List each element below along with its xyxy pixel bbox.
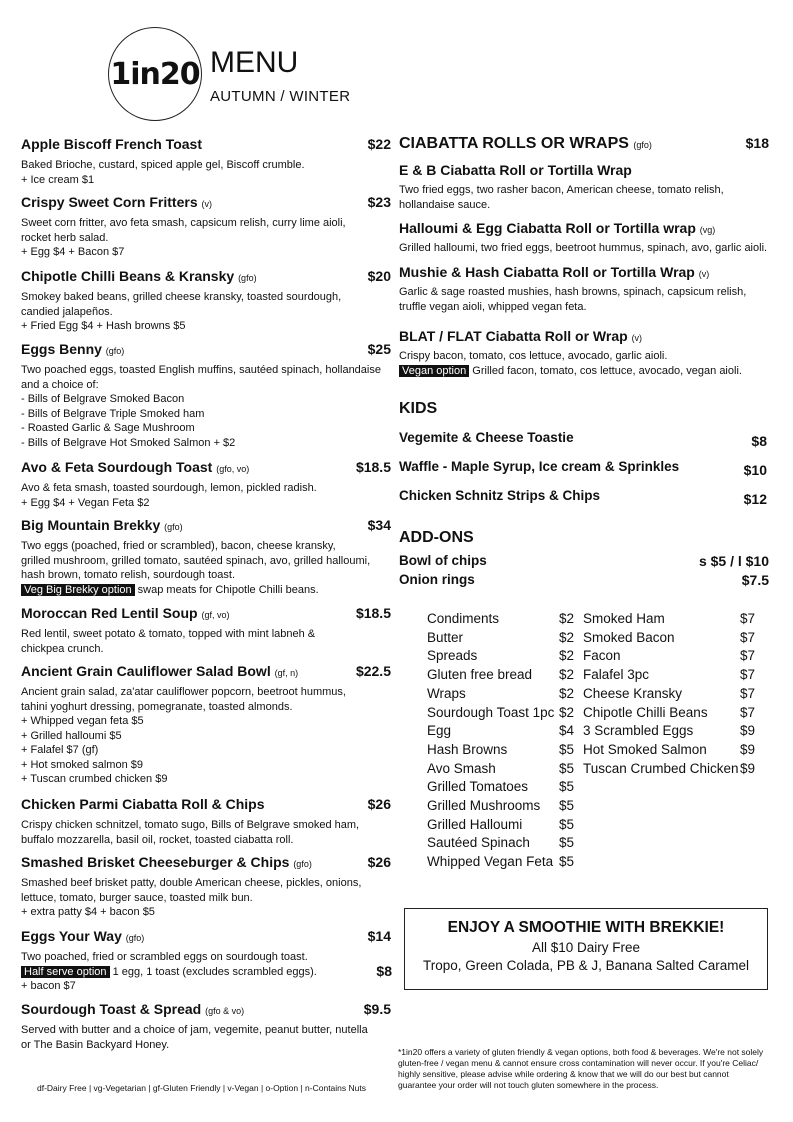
description-line: or The Basin Backyard Honey. bbox=[21, 1038, 170, 1051]
addon-name: Sautéed Spinach bbox=[427, 835, 530, 851]
item-title-text: Ancient Grain Cauliflower Salad Bowl bbox=[21, 663, 271, 679]
description-line: Two poached, fried or scrambled eggs on sourdough toast. bbox=[21, 951, 308, 963]
description-line: and a choice of: bbox=[21, 378, 99, 391]
addon-name: Condiments bbox=[427, 611, 500, 626]
description-line: + Egg $4 + Vegan Feta $2 bbox=[21, 496, 150, 509]
addon-row bbox=[583, 610, 755, 629]
item-title-text: Big Mountain Brekky bbox=[21, 517, 161, 533]
addon-price: $5 bbox=[559, 760, 575, 776]
item-description bbox=[21, 481, 386, 510]
item-price: $26 bbox=[367, 854, 391, 870]
addon-price: $5 bbox=[559, 854, 575, 870]
kids-item-title: Waffle - Maple Syrup, Ice cream & Sprinkles bbox=[399, 459, 680, 474]
addon-column bbox=[427, 610, 574, 872]
bowl-of-chips-price: s $5 / l $10 bbox=[698, 553, 769, 569]
item-description bbox=[21, 627, 386, 656]
addon-name: Cheese Kransky bbox=[583, 685, 683, 701]
kids-item-price: $10 bbox=[743, 462, 767, 478]
logo-text: 1in20 bbox=[110, 56, 200, 92]
item-diet-tag: (gfo) bbox=[238, 273, 257, 283]
wrap-title-text: E & B Ciabatta Roll or Tortilla Wrap bbox=[399, 162, 632, 178]
item-title-text: Sourdough Toast & Spread bbox=[21, 1001, 202, 1017]
item-diet-tag: (gfo, vo) bbox=[216, 464, 250, 474]
item-price: $18.5 bbox=[355, 459, 391, 475]
option-text: Grilled facon, tomato, cos lettuce, avocado, vegan aioli. bbox=[469, 364, 742, 377]
description-line: Grilled halloumi, two fried eggs, beetroot hummus, spinach, avo, garlic aioli. bbox=[399, 242, 768, 254]
item-price: $22.5 bbox=[355, 663, 391, 679]
addon-row bbox=[427, 704, 574, 723]
addon-price: $9 bbox=[740, 741, 756, 757]
description-line: + Ice cream $1 bbox=[21, 173, 95, 186]
description-line: hash brown, tomato relish, sourdough toast. bbox=[21, 569, 236, 581]
addon-price: $7 bbox=[740, 685, 756, 701]
description-line: hollandaise sauce. bbox=[399, 198, 491, 211]
addon-name: Facon bbox=[583, 648, 621, 664]
item-diet-tag: (gfo) bbox=[164, 522, 183, 532]
item-title bbox=[21, 663, 298, 679]
description-line: + bacon $7 bbox=[21, 980, 76, 992]
description-line: Crispy bacon, tomato, cos lettuce, avocado, garlic aioli. bbox=[399, 350, 668, 362]
addon-name: Avo Smash bbox=[427, 760, 496, 776]
description-line: + Tuscan crumbed chicken $9 bbox=[21, 773, 168, 785]
description-line: Sweet corn fritter, avo feta smash, capsicum relish, curry lime aioli, bbox=[21, 217, 346, 229]
description-line: lettuce, tomato, burger sauce, toasted milk bun. bbox=[21, 891, 253, 904]
addon-row bbox=[427, 760, 574, 779]
ciabatta-diet-tag: (gfo) bbox=[633, 140, 652, 150]
addon-column bbox=[583, 610, 755, 778]
description-line: + Grilled halloumi $5 bbox=[21, 729, 122, 742]
addon-price: $5 bbox=[559, 798, 575, 814]
item-title bbox=[21, 605, 229, 621]
addon-row bbox=[427, 853, 574, 872]
wrap-title-text: BLAT / FLAT Ciabatta Roll or Wrap bbox=[399, 328, 628, 344]
description-line: + Egg $4 + Bacon $7 bbox=[21, 246, 125, 258]
item-title-text: Crispy Sweet Corn Fritters bbox=[21, 194, 198, 210]
description-line: Baked Brioche, custard, spiced apple gel, Biscoff crumble. bbox=[21, 159, 305, 171]
addon-row bbox=[427, 834, 574, 853]
option-badge: Vegan option bbox=[399, 365, 469, 377]
kids-item-price: $8 bbox=[751, 433, 767, 449]
addon-row bbox=[427, 816, 574, 835]
item-title bbox=[21, 517, 183, 533]
item-title-text: Chipotle Chilli Beans & Kransky bbox=[21, 268, 235, 284]
item-title bbox=[21, 268, 257, 284]
description-line: chickpea crunch. bbox=[21, 642, 104, 655]
description-line: - Bills of Belgrave Smoked Bacon bbox=[21, 393, 185, 405]
description-line: candied jalapeños. bbox=[21, 305, 113, 318]
description-line: Two fried eggs, two rasher bacon, American cheese, tomato relish, bbox=[399, 184, 724, 196]
addon-price: $2 bbox=[559, 704, 575, 720]
kids-item-title: Chicken Schnitz Strips & Chips bbox=[399, 488, 601, 503]
item-title bbox=[21, 796, 265, 812]
option-badge: Half serve option bbox=[21, 966, 110, 978]
wrap-title-text: Halloumi & Egg Ciabatta Roll or Tortilla wrap bbox=[399, 220, 696, 236]
item-diet-tag: (gf, vo) bbox=[201, 610, 230, 620]
item-title bbox=[21, 459, 249, 475]
wrap-title bbox=[399, 264, 709, 280]
description-line: Crispy chicken schnitzel, tomato sugo, Bills of Belgrave smoked ham, bbox=[21, 819, 360, 831]
addon-price: $7 bbox=[740, 704, 756, 720]
dietary-legend: df-Dairy Free | vg-Vegetarian | gf-Gluten Friendly | v-Vegan | o-Option | n-Contains Nuts bbox=[37, 1083, 366, 1093]
addon-row bbox=[583, 629, 755, 648]
addon-name: Hash Browns bbox=[427, 741, 508, 757]
description-line: Two poached eggs, toasted English muffins, sautéed spinach, hollandaise bbox=[21, 364, 381, 376]
item-title-text: Apple Biscoff French Toast bbox=[21, 136, 202, 152]
item-price: $26 bbox=[367, 796, 391, 812]
description-line: Smashed beef brisket patty, double American cheese, pickles, onions, bbox=[21, 877, 362, 889]
wrap-diet-tag: (v) bbox=[631, 333, 643, 343]
addon-name: Spreads bbox=[427, 648, 478, 664]
addon-row bbox=[427, 647, 574, 666]
description-line: truffle vegan aioli, whipped vegan feta. bbox=[399, 300, 587, 313]
option-badge: Veg Big Brekky option bbox=[21, 584, 135, 596]
addon-row bbox=[583, 647, 755, 666]
kids-item-title: Vegemite & Cheese Toastie bbox=[399, 430, 574, 445]
description-line: + Falafel $7 (gf) bbox=[21, 744, 99, 756]
addon-row bbox=[427, 722, 574, 741]
item-diet-tag: (gfo) bbox=[125, 933, 145, 943]
smoothie-price-line: All $10 Dairy Free bbox=[531, 940, 641, 955]
item-description bbox=[21, 1023, 386, 1052]
addon-row bbox=[427, 797, 574, 816]
addon-name: Gluten free bread bbox=[427, 667, 533, 683]
addon-price: $7 bbox=[740, 611, 756, 626]
option-line bbox=[21, 962, 392, 980]
addon-name: Whipped Vegan Feta bbox=[427, 854, 554, 870]
item-price: $34 bbox=[367, 517, 391, 533]
item-price: $9.5 bbox=[363, 1001, 391, 1017]
item-price: $22 bbox=[367, 136, 391, 152]
addon-name: Sourdough Toast 1pc bbox=[427, 704, 555, 720]
footnote-line: guarantee your order will not touch gluten somewhere in the process. bbox=[398, 1080, 659, 1090]
item-diet-tag: (gfo) bbox=[293, 859, 312, 869]
item-title bbox=[21, 136, 202, 152]
addon-price: $5 bbox=[559, 741, 575, 757]
addon-name: Grilled Mushrooms bbox=[427, 798, 541, 814]
addon-row bbox=[583, 722, 755, 741]
item-title bbox=[21, 341, 124, 357]
addon-price: $7 bbox=[740, 648, 756, 664]
item-description bbox=[21, 818, 386, 847]
item-description bbox=[21, 950, 392, 994]
addon-name: Grilled Tomatoes bbox=[427, 779, 529, 795]
addon-price: $7 bbox=[740, 667, 756, 683]
addon-price: $5 bbox=[559, 816, 575, 832]
footnote-line: highly sensitive, please advise while ordering & know that we will do our best but cannot bbox=[398, 1069, 729, 1079]
wrap-title bbox=[399, 220, 715, 236]
item-title-text: Moroccan Red Lentil Soup bbox=[21, 605, 198, 621]
addons-heading: ADD-ONS bbox=[399, 529, 474, 546]
addon-price: $9 bbox=[740, 723, 756, 739]
description-line: - Bills of Belgrave Triple Smoked ham bbox=[21, 407, 205, 420]
option-text: swap meats for Chipotle Chilli beans. bbox=[134, 583, 319, 596]
wrap-title-text: Mushie & Hash Ciabatta Roll or Tortilla Wrap bbox=[399, 264, 695, 280]
description-line: Smokey baked beans, grilled cheese kransky, toasted sourdough, bbox=[21, 291, 342, 303]
addon-name: Falafel 3pc bbox=[583, 667, 650, 683]
addon-row bbox=[427, 629, 574, 648]
menu-subtitle: AUTUMN / WINTER bbox=[210, 88, 351, 105]
description-line: + extra patty $4 + bacon $5 bbox=[21, 906, 155, 918]
addon-name: Egg bbox=[427, 723, 452, 739]
item-title bbox=[21, 194, 212, 210]
addon-price: $2 bbox=[559, 629, 575, 645]
item-description bbox=[21, 685, 386, 787]
description-line: + Fried Egg $4 + Hash browns $5 bbox=[21, 320, 186, 332]
item-title-text: Eggs Benny bbox=[21, 341, 102, 357]
smoothie-heading: ENJOY A SMOOTHIE WITH BREKKIE! bbox=[447, 919, 725, 936]
ciabatta-heading-text: CIABATTA ROLLS OR WRAPS bbox=[399, 135, 629, 152]
footnote bbox=[398, 1047, 763, 1091]
addon-price: $9 bbox=[740, 760, 756, 776]
item-description bbox=[21, 290, 386, 334]
item-description bbox=[21, 876, 386, 920]
addon-price: $2 bbox=[559, 611, 575, 626]
onion-rings-price: $7.5 bbox=[741, 572, 769, 588]
item-title-text: Eggs Your Way bbox=[21, 928, 122, 944]
item-title-text: Chicken Parmi Ciabatta Roll & Chips bbox=[21, 796, 265, 812]
addon-row bbox=[427, 778, 574, 797]
option-text: 1 egg, 1 toast (excludes scrambled eggs). bbox=[109, 965, 317, 978]
description-line: rocket herb salad. bbox=[21, 231, 109, 244]
item-price: $23 bbox=[367, 194, 391, 210]
option-price: $8 bbox=[376, 962, 392, 979]
item-title-text: Avo & Feta Sourdough Toast bbox=[21, 459, 213, 475]
wrap-description bbox=[399, 349, 769, 378]
ciabatta-heading bbox=[399, 135, 652, 153]
addon-price: $4 bbox=[559, 723, 575, 739]
addon-price: $5 bbox=[559, 835, 575, 851]
description-line: grilled mushroom, grilled tomato, sautéed spinach, avo, grilled halloumi, bbox=[21, 554, 371, 567]
description-line: Garlic & sage roasted mushies, hash browns, spinach, capsicum relish, bbox=[399, 286, 747, 298]
addon-row bbox=[427, 741, 574, 760]
addon-name: 3 Scrambled Eggs bbox=[583, 723, 694, 739]
addon-price: $2 bbox=[559, 685, 575, 701]
logo bbox=[108, 27, 202, 121]
addon-row bbox=[583, 666, 755, 685]
addon-price: $7 bbox=[740, 629, 756, 645]
description-line: tahini yoghurt dressing, pomegranate, toasted almonds. bbox=[21, 700, 293, 713]
item-diet-tag: (gfo & vo) bbox=[205, 1006, 245, 1016]
addon-name: Grilled Halloumi bbox=[427, 816, 523, 832]
description-line: Served with butter and a choice of jam, vegemite, peanut butter, nutella bbox=[21, 1024, 368, 1036]
description-line: + Whipped vegan feta $5 bbox=[21, 715, 144, 727]
menu-title: MENU bbox=[210, 46, 299, 79]
addon-name: Smoked Bacon bbox=[583, 629, 675, 645]
item-title bbox=[21, 854, 312, 870]
item-title bbox=[21, 928, 144, 944]
option-line bbox=[21, 583, 386, 598]
item-price: $25 bbox=[367, 341, 391, 357]
item-description bbox=[21, 539, 386, 597]
footnote-line: gluten-free / vegan menu & cannot ensure cross contamination will never occur. If you're Celiac/ bbox=[398, 1058, 759, 1068]
wrap-title bbox=[399, 162, 632, 178]
ciabatta-price: $18 bbox=[745, 135, 769, 151]
description-line: - Bills of Belgrave Hot Smoked Salmon + $2 bbox=[21, 436, 236, 449]
smoothie-box bbox=[404, 908, 768, 990]
option-line bbox=[399, 364, 769, 379]
item-description bbox=[21, 216, 386, 260]
wrap-description bbox=[399, 183, 769, 212]
description-line: - Roasted Garlic & Sage Mushroom bbox=[21, 422, 195, 434]
kids-item-price: $12 bbox=[743, 491, 767, 507]
smoothie-flavours: Tropo, Green Colada, PB & J, Banana Salted Caramel bbox=[423, 958, 749, 973]
addon-name: Butter bbox=[427, 629, 464, 645]
item-title bbox=[21, 1001, 244, 1017]
item-description bbox=[21, 363, 386, 450]
wrap-title bbox=[399, 328, 642, 344]
item-description bbox=[21, 158, 386, 187]
item-diet-tag: (gf, n) bbox=[274, 668, 299, 678]
addon-row bbox=[583, 704, 755, 723]
description-line: Red lentil, sweet potato & tomato, topped with mint labneh & bbox=[21, 628, 316, 640]
addon-row bbox=[583, 685, 755, 704]
addon-row bbox=[427, 610, 574, 629]
wrap-diet-tag: (v) bbox=[698, 269, 710, 279]
description-line: + Hot smoked salmon $9 bbox=[21, 758, 143, 771]
addon-name: Chipotle Chilli Beans bbox=[583, 704, 708, 720]
addon-price: $5 bbox=[559, 779, 575, 795]
addon-row bbox=[583, 741, 755, 760]
item-title-text: Smashed Brisket Cheeseburger & Chips bbox=[21, 854, 290, 870]
item-price: $20 bbox=[367, 268, 391, 284]
addon-price: $2 bbox=[559, 648, 575, 664]
wrap-description bbox=[399, 285, 769, 314]
item-price: $14 bbox=[367, 928, 391, 944]
addon-price: $2 bbox=[559, 667, 575, 683]
kids-heading: KIDS bbox=[399, 400, 438, 417]
item-diet-tag: (v) bbox=[201, 199, 212, 209]
description-line: Avo & feta smash, toasted sourdough, lemon, pickled radish. bbox=[21, 482, 317, 494]
addon-row bbox=[427, 685, 574, 704]
onion-rings-label: Onion rings bbox=[399, 572, 475, 587]
wrap-diet-tag: (vg) bbox=[699, 225, 716, 235]
addon-name: Tuscan Crumbed Chicken bbox=[583, 760, 739, 776]
description-line: buffalo mozzarella, basil oil, rocket, toasted ciabatta roll. bbox=[21, 833, 294, 846]
addon-name: Hot Smoked Salmon bbox=[583, 741, 707, 757]
addon-row bbox=[583, 760, 755, 779]
item-price: $18.5 bbox=[355, 605, 391, 621]
description-line: Ancient grain salad, za'atar cauliflower popcorn, beetroot hummus, bbox=[21, 686, 346, 698]
wrap-description bbox=[399, 241, 769, 256]
addon-row bbox=[427, 666, 574, 685]
addon-name: Wraps bbox=[427, 685, 466, 701]
addon-name: Smoked Ham bbox=[583, 611, 665, 626]
footnote-line: *1in20 offers a variety of gluten friendly & vegan options, both food & beverages. We're not solely bbox=[398, 1047, 764, 1057]
item-diet-tag: (gfo) bbox=[105, 346, 125, 356]
bowl-of-chips-label: Bowl of chips bbox=[399, 553, 487, 568]
description-line: Two eggs (poached, fried or scrambled), bacon, cheese kransky, bbox=[21, 540, 336, 552]
